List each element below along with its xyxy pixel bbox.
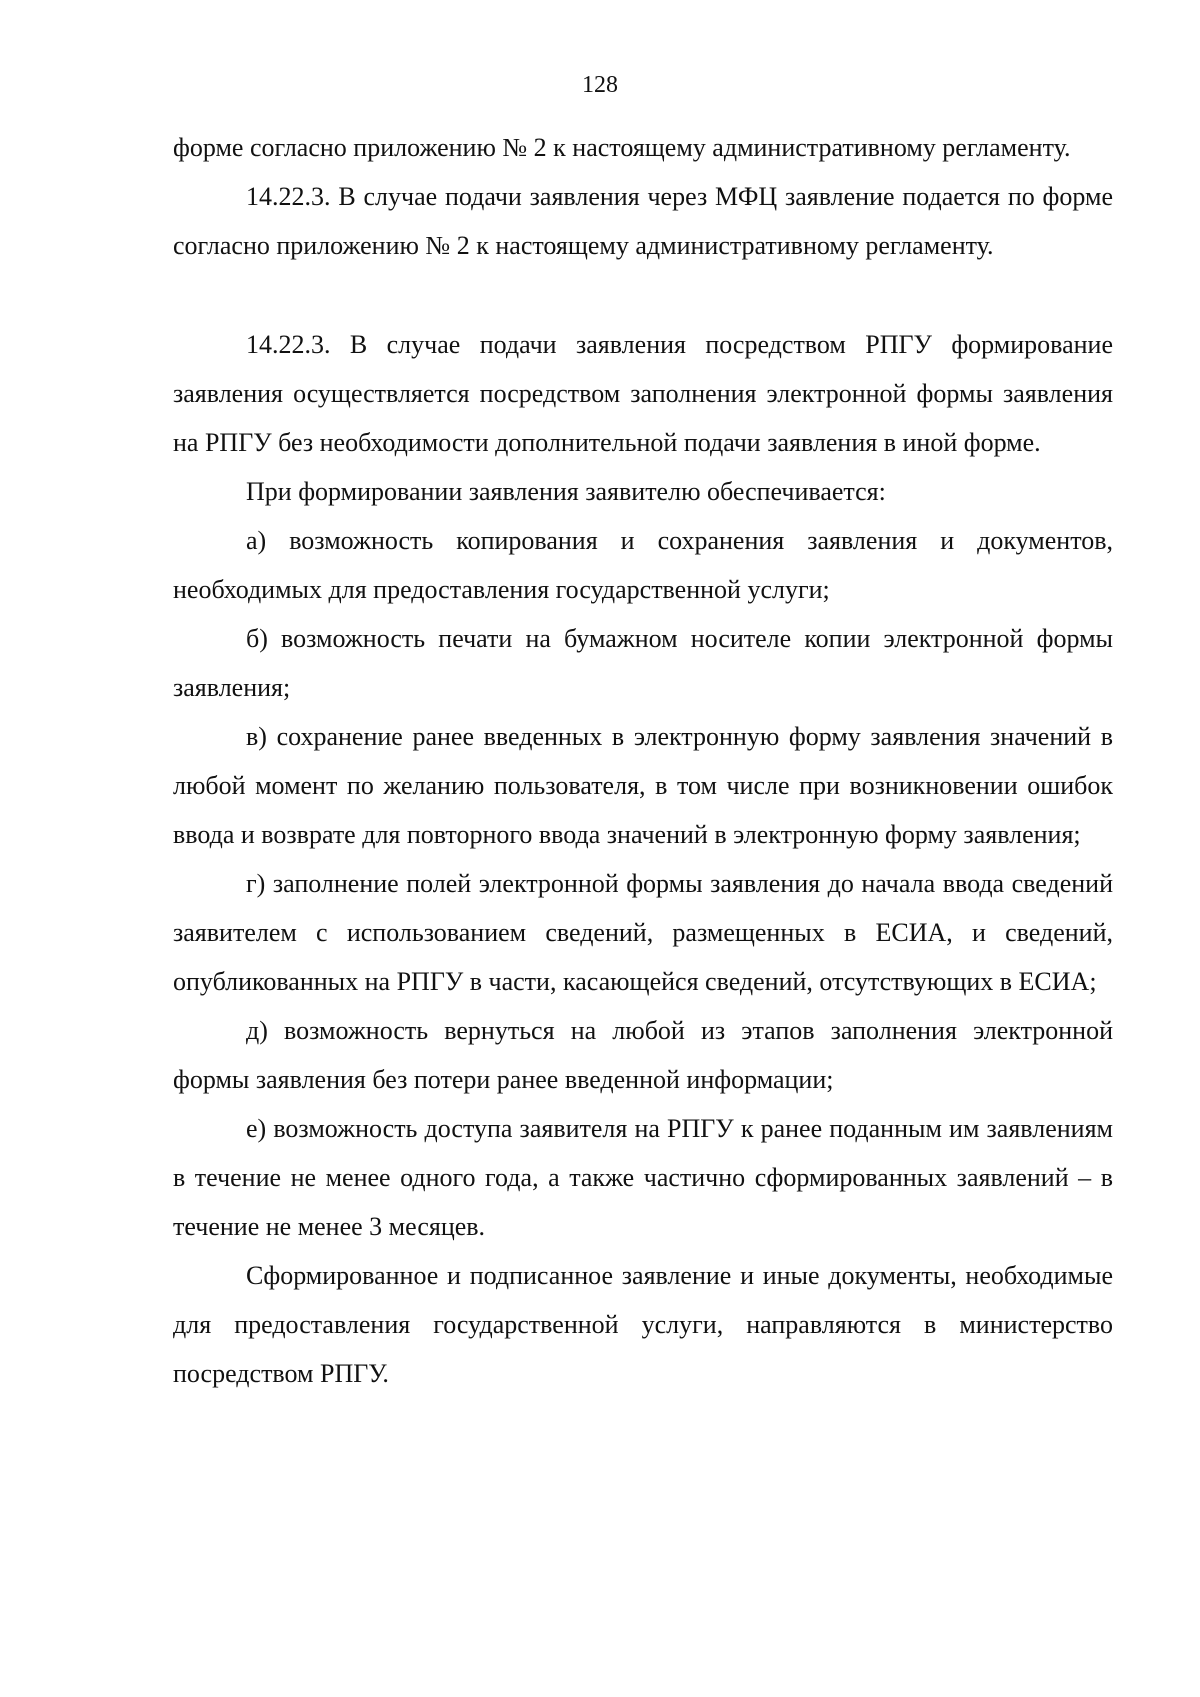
paragraph-list-intro: При формировании заявления заявителю обеспечивается:	[246, 477, 886, 506]
document-body	[173, 123, 1113, 1398]
list-item-d: д) возможность вернуться на любой из этапов заполнения электронной формы заявления без потери ранее введенной информации;	[173, 1016, 1113, 1094]
paragraph-clause-mfc: 14.22.3. В случае подачи заявления через МФЦ заявление подается по форме согласно приложению № 2 к настоящему административному регламенту.	[173, 182, 1113, 260]
list-item-v: в) сохранение ранее введенных в электронную форму заявления значений в любой момент по желанию пользователя, в том числе при возникновении ошибок ввода и возврате для повторного ввода значений в электронную форму заявления;	[173, 722, 1113, 849]
list-item-e: е) возможность доступа заявителя на РПГУ к ранее поданным им заявлениям в течение не менее одного года, а также частично сформированных заявлений – в течение не менее 3 месяцев.	[173, 1114, 1113, 1241]
list-item-b: б) возможность печати на бумажном носителе копии электронной формы заявления;	[173, 624, 1113, 702]
paragraph-continuation: форме согласно приложению № 2 к настоящему административному регламенту.	[173, 133, 1071, 162]
list-item-a: а) возможность копирования и сохранения заявления и документов, необходимых для предоставления государственной услуги;	[173, 526, 1113, 604]
list-item-g: г) заполнение полей электронной формы заявления до начала ввода сведений заявителем с использованием сведений, размещенных в ЕСИА, и сведений, опубликованных на РПГУ в части, касающейся сведений, отсутствующих в ЕСИА;	[173, 869, 1113, 996]
page-number: 128	[582, 72, 618, 98]
paragraph-closing: Сформированное и подписанное заявление и иные документы, необходимые для предоставления государственной услуги, направляются в министерство посредством РПГУ.	[173, 1261, 1113, 1388]
paragraph-clause-rpgu: 14.22.3. В случае подачи заявления посредством РПГУ формирование заявления осуществляется посредством заполнения электронной формы заявления на РПГУ без необходимости дополнительной подачи заявления в иной форме.	[173, 330, 1113, 457]
paragraph-gap	[173, 270, 1113, 320]
